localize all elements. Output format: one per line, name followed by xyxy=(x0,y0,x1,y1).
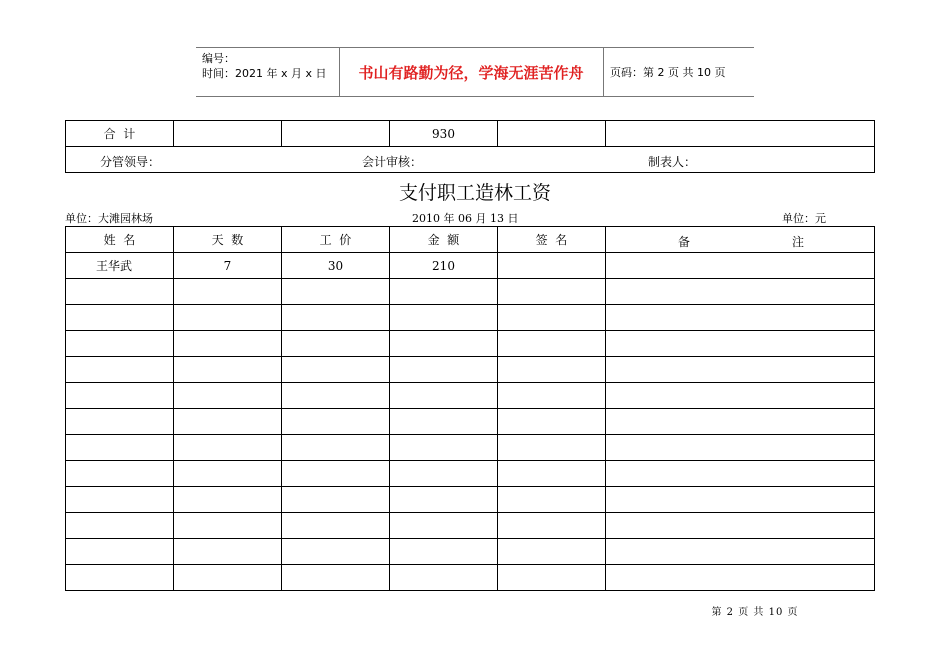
table-row xyxy=(66,435,875,461)
table-cell xyxy=(606,357,875,383)
table-cell xyxy=(390,279,498,305)
total-amount: 930 xyxy=(390,121,498,147)
table-cell xyxy=(498,435,606,461)
wage-table xyxy=(65,226,875,591)
total-row xyxy=(66,121,875,147)
total-label: 合 计 xyxy=(66,121,174,147)
table-cell xyxy=(66,383,174,409)
total-cell xyxy=(174,121,282,147)
table-cell xyxy=(606,565,875,591)
table-cell xyxy=(498,279,606,305)
column-header: 金 额 xyxy=(390,227,498,253)
preparer-label: 制表人： xyxy=(648,155,697,169)
table-cell xyxy=(174,487,282,513)
table-cell xyxy=(66,409,174,435)
table-cell xyxy=(174,409,282,435)
table-row xyxy=(66,305,875,331)
column-header: 工 价 xyxy=(282,227,390,253)
table-cell xyxy=(606,331,875,357)
table-cell xyxy=(498,539,606,565)
document-header xyxy=(196,47,754,97)
table-cell: 210 xyxy=(390,253,498,279)
table-cell xyxy=(606,461,875,487)
table-cell xyxy=(498,253,606,279)
wage-table-body xyxy=(66,253,875,591)
column-header: 姓 名 xyxy=(66,227,174,253)
table-row xyxy=(66,357,875,383)
table-row xyxy=(66,487,875,513)
table-cell xyxy=(498,461,606,487)
table-cell xyxy=(66,513,174,539)
currency-unit: 单位：元 xyxy=(782,212,826,225)
table-cell xyxy=(282,487,390,513)
table-cell xyxy=(174,383,282,409)
table-cell xyxy=(498,513,606,539)
table-cell xyxy=(606,305,875,331)
table-row xyxy=(66,409,875,435)
table-cell xyxy=(390,305,498,331)
time-label: 时间：2021 年 x 月 x 日 xyxy=(202,67,327,80)
page-footer: 第 2 页 共 10 页 xyxy=(711,607,799,618)
table-cell xyxy=(174,565,282,591)
table-cell xyxy=(390,539,498,565)
table-cell xyxy=(174,539,282,565)
table-cell: 王华武 xyxy=(66,253,174,279)
table-cell xyxy=(282,357,390,383)
table-cell xyxy=(66,305,174,331)
table-cell xyxy=(390,409,498,435)
unit-label: 单位：大滩园林场 xyxy=(65,212,153,225)
table-cell xyxy=(390,357,498,383)
header-motto: 书山有路勤为径，学海无涯苦作舟 xyxy=(358,63,584,82)
table-cell xyxy=(498,565,606,591)
table-cell xyxy=(606,279,875,305)
table-row xyxy=(66,539,875,565)
table-cell xyxy=(282,513,390,539)
table-cell xyxy=(606,539,875,565)
signature-cell xyxy=(66,147,875,173)
table-cell xyxy=(66,461,174,487)
table-cell xyxy=(390,461,498,487)
table-cell xyxy=(390,487,498,513)
table-cell xyxy=(390,435,498,461)
table-cell xyxy=(174,435,282,461)
table-cell xyxy=(390,331,498,357)
table-cell xyxy=(174,305,282,331)
remarks-header-part: 备 xyxy=(678,235,691,249)
auditor-label: 会计审核： xyxy=(362,155,423,169)
table-cell xyxy=(66,539,174,565)
table-cell xyxy=(606,383,875,409)
table-cell xyxy=(282,383,390,409)
table-row xyxy=(66,253,875,279)
table-cell xyxy=(498,383,606,409)
table-cell xyxy=(66,435,174,461)
table-cell xyxy=(390,565,498,591)
number-label: 编号： xyxy=(202,52,235,65)
table-cell xyxy=(606,513,875,539)
column-header: 签 名 xyxy=(498,227,606,253)
table-cell xyxy=(390,383,498,409)
table-cell xyxy=(66,487,174,513)
table-cell xyxy=(282,461,390,487)
table-row xyxy=(66,383,875,409)
table-cell xyxy=(282,331,390,357)
table-row xyxy=(66,279,875,305)
table-cell xyxy=(498,357,606,383)
table-cell xyxy=(282,539,390,565)
table-cell xyxy=(606,435,875,461)
summary-table xyxy=(65,120,875,173)
table-cell: 7 xyxy=(174,253,282,279)
table-cell xyxy=(66,565,174,591)
table-cell xyxy=(174,357,282,383)
table-row xyxy=(66,513,875,539)
table-cell: 30 xyxy=(282,253,390,279)
table-row xyxy=(66,331,875,357)
table-cell xyxy=(66,279,174,305)
table-cell xyxy=(174,279,282,305)
table-cell xyxy=(498,331,606,357)
table-cell xyxy=(498,487,606,513)
header-divider xyxy=(603,48,604,96)
table-cell xyxy=(66,357,174,383)
header-info xyxy=(202,51,327,81)
header-page-code: 页码：第 2 页 共 10 页 xyxy=(610,66,726,79)
table-row xyxy=(66,461,875,487)
table-cell xyxy=(174,461,282,487)
table-cell xyxy=(282,305,390,331)
table-cell xyxy=(174,513,282,539)
table-row xyxy=(66,565,875,591)
table-cell xyxy=(282,435,390,461)
table-cell xyxy=(390,513,498,539)
column-header-remarks xyxy=(606,227,875,253)
table-cell xyxy=(498,409,606,435)
table-cell xyxy=(606,253,875,279)
table-cell xyxy=(282,409,390,435)
total-cell xyxy=(606,121,875,147)
total-cell xyxy=(498,121,606,147)
table-cell xyxy=(282,565,390,591)
column-header: 天 数 xyxy=(174,227,282,253)
table-cell xyxy=(606,487,875,513)
total-cell xyxy=(282,121,390,147)
form-date: 2010 年 06 月 13 日 xyxy=(412,212,519,225)
form-title: 支付职工造林工资 xyxy=(398,182,551,204)
table-cell xyxy=(498,305,606,331)
table-cell xyxy=(174,331,282,357)
remarks-header-part: 注 xyxy=(792,235,805,249)
supervisor-label: 分管领导： xyxy=(100,155,161,169)
table-cell xyxy=(282,279,390,305)
table-header-row xyxy=(66,227,875,253)
table-cell xyxy=(66,331,174,357)
table-cell xyxy=(606,409,875,435)
signature-row xyxy=(66,147,875,173)
